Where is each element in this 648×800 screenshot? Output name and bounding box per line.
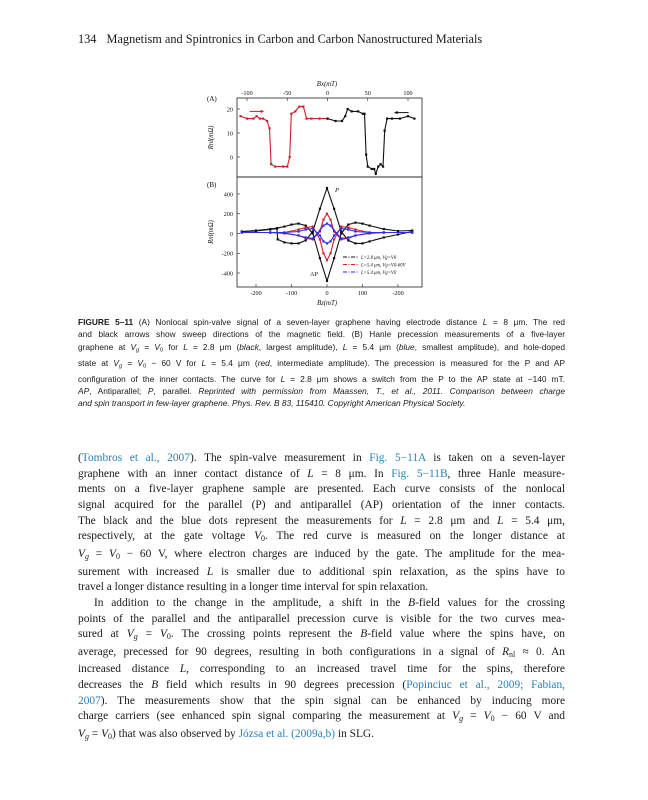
data-point xyxy=(369,224,371,226)
series-line-red xyxy=(241,107,328,167)
legend-label: L=5.4 μm, Vg=V0-60V xyxy=(361,263,406,269)
text-run: B xyxy=(408,596,416,609)
data-point xyxy=(277,238,279,240)
text-run: V xyxy=(108,547,116,560)
body-line xyxy=(78,709,565,727)
data-point xyxy=(329,252,331,254)
data-point xyxy=(283,241,285,243)
data-point xyxy=(326,280,328,282)
data-point xyxy=(256,115,258,117)
text-run: B xyxy=(360,628,368,641)
body-line xyxy=(78,529,565,547)
data-point xyxy=(341,120,343,122)
body-line xyxy=(78,727,565,745)
data-point xyxy=(312,237,314,239)
data-point xyxy=(326,242,328,244)
text-run: , intermediate amplitude). The precession is measured for the P and AP xyxy=(269,357,566,368)
text-run: V xyxy=(137,357,143,368)
x-axis-label: Bz(mT) xyxy=(316,300,338,307)
data-point xyxy=(262,118,264,120)
text-run: = xyxy=(139,341,155,352)
series-line-blue xyxy=(242,224,412,239)
text-run: 0 xyxy=(159,347,164,354)
data-point xyxy=(334,120,336,122)
x-tick-label: -50 xyxy=(283,90,292,97)
text-run: = 5.4 μm ( xyxy=(206,357,258,368)
caption-line xyxy=(78,341,565,357)
text-run: signal acquired for the parallel (P) and antiparallel (AP) orientation of the inner contacts. xyxy=(78,498,565,511)
text-run: = 2.8 μm and xyxy=(406,514,498,527)
data-point xyxy=(322,224,324,226)
x-tick-label: 0 xyxy=(325,90,330,97)
text-run: = 2.8 μm ( xyxy=(187,341,240,352)
data-point xyxy=(333,234,335,236)
text-run: = 5.4 μm ( xyxy=(347,341,399,352)
data-point xyxy=(347,224,349,226)
text-run: black xyxy=(239,341,259,352)
text-run: V xyxy=(254,530,262,543)
body-line xyxy=(78,580,565,596)
data-point xyxy=(274,166,276,168)
text-run: in SLG. xyxy=(335,728,374,741)
text-run: charge carriers (see enhanced spin signal comparing the measurement at xyxy=(78,710,453,723)
data-point xyxy=(268,127,270,129)
y-axis-label: Rnl(mΩ) xyxy=(208,220,215,244)
running-title: Magnetism and Spintronics in Carbon and Carbon Nanostructured Materials xyxy=(106,32,483,46)
text-run: B xyxy=(151,679,159,692)
data-point xyxy=(383,228,385,230)
data-point xyxy=(252,118,254,120)
body-line xyxy=(78,467,565,483)
text-run: V xyxy=(126,628,134,641)
data-point xyxy=(241,231,243,233)
data-point xyxy=(382,166,384,168)
text-run: respectively, at the gate voltage xyxy=(78,530,255,543)
data-point xyxy=(329,240,331,242)
data-point xyxy=(354,230,356,232)
text-run: , Antiparallel; xyxy=(89,385,148,396)
y-tick-label: 0 xyxy=(229,154,233,162)
data-point xyxy=(269,228,271,230)
body-line xyxy=(78,565,565,581)
text-run: R xyxy=(502,645,510,658)
data-point xyxy=(383,236,385,238)
x-tick-label: -100 xyxy=(285,290,298,297)
caption-line xyxy=(78,385,565,397)
data-point xyxy=(333,238,335,240)
data-point xyxy=(386,118,388,120)
citation-link[interactable]: Tombros et al., 2007 xyxy=(81,452,190,464)
data-point xyxy=(318,118,320,120)
text-run: V xyxy=(78,547,85,560)
text-run: = 5.4 μm, xyxy=(503,514,565,527)
text-run: = 2.8 μm shows a switch from the P to the AP state at −140 mT. xyxy=(285,373,565,384)
text-run: travel a longer distance resulting in a longer time interval for spin relaxation. xyxy=(78,581,429,594)
series-line-black xyxy=(328,109,415,174)
legend-label: L=2.8 μm, Vg=V0 xyxy=(361,255,397,261)
data-point xyxy=(319,238,321,240)
x-axis-label: Bx(mT) xyxy=(316,81,338,88)
text-run: g xyxy=(133,632,138,642)
data-point xyxy=(298,234,300,236)
arrowhead-icon xyxy=(261,110,264,114)
data-point xyxy=(384,130,386,132)
data-point xyxy=(319,257,321,259)
text-run: = 8 μm. The red xyxy=(487,317,566,327)
text-run: ( xyxy=(78,452,82,464)
body-line xyxy=(78,662,565,678)
body-line xyxy=(78,498,565,514)
text-run: = xyxy=(463,710,484,723)
caption-line xyxy=(78,397,565,409)
data-point xyxy=(326,187,328,189)
data-point xyxy=(369,240,371,242)
panel-label: (A) xyxy=(207,95,217,103)
text-run: (A) Nonlocal spin-valve signal of a seven-layer graphene having electrode distance xyxy=(133,317,483,327)
text-run: V xyxy=(159,628,167,641)
body-line xyxy=(78,547,565,565)
y-tick-label: 0 xyxy=(229,230,233,238)
data-point xyxy=(259,118,261,120)
x-tick-label: -200 xyxy=(392,290,404,297)
text-run: FIGURE 5–11 xyxy=(78,317,134,327)
text-run: = xyxy=(88,547,109,560)
data-point xyxy=(333,257,335,259)
text-run: ). The spin-valve measurement in xyxy=(189,452,370,464)
data-point xyxy=(305,228,307,230)
text-run: V xyxy=(452,710,460,723)
y-tick-label: 400 xyxy=(223,191,233,199)
text-run: V xyxy=(113,357,119,368)
data-point xyxy=(312,225,314,227)
data-point xyxy=(411,231,413,233)
text-run: L xyxy=(482,317,488,327)
x-tick-label: 100 xyxy=(357,290,368,297)
text-run: 0 xyxy=(115,551,120,561)
page-number: 134 xyxy=(78,32,97,46)
data-point xyxy=(413,118,415,120)
x-tick-label: 100 xyxy=(403,90,413,97)
text-run: ≈ 0. An xyxy=(515,645,565,658)
text-run: ) that was also observed by xyxy=(112,728,239,741)
caption-line xyxy=(78,328,565,340)
annotation-ap: AP xyxy=(310,272,318,278)
text-run: 0 xyxy=(142,363,147,370)
text-run: − 60 V for xyxy=(146,357,202,368)
text-run: g xyxy=(84,732,89,742)
data-point xyxy=(367,166,369,168)
data-point xyxy=(397,230,399,232)
data-point xyxy=(340,225,342,227)
data-point xyxy=(329,219,331,221)
text-run: = xyxy=(88,728,102,741)
citation-link[interactable]: Fig. 5−11A xyxy=(369,452,426,464)
y-tick-label: 20 xyxy=(226,106,233,114)
data-point xyxy=(340,227,342,229)
data-point xyxy=(290,113,292,115)
body-line xyxy=(78,694,565,710)
text-run: L xyxy=(280,373,286,384)
data-point xyxy=(246,118,248,120)
citation-link[interactable]: Fig. 5−11B xyxy=(391,467,448,480)
data-point xyxy=(361,242,363,244)
data-point xyxy=(340,237,342,239)
data-point xyxy=(326,223,328,225)
text-run: L xyxy=(400,514,407,527)
data-point xyxy=(305,224,307,226)
body-line xyxy=(78,514,565,530)
text-run: AP xyxy=(78,385,90,396)
text-run: . The red curve is measured on the longer distance at xyxy=(265,530,565,543)
text-run: field which results in 90 degrees precession ( xyxy=(158,679,407,692)
data-point xyxy=(371,168,373,170)
data-point xyxy=(322,252,324,254)
text-run: − 60 V and xyxy=(494,710,565,723)
y-axis-label: Rnl(mΩ) xyxy=(208,125,215,150)
text-run: g xyxy=(459,714,464,724)
body-line xyxy=(78,596,565,612)
text-run: , parallel. xyxy=(153,385,199,396)
data-point xyxy=(305,226,307,228)
text-run: P xyxy=(147,385,154,396)
data-point xyxy=(319,229,321,231)
text-run: The black and the blue dots represent the measurements for xyxy=(78,514,401,527)
text-run: L xyxy=(183,341,188,352)
text-run: graphene at xyxy=(78,341,131,352)
text-run: L xyxy=(206,565,214,578)
text-run: 0 xyxy=(261,534,266,544)
series-line-black xyxy=(242,188,412,243)
text-run: and spin transport in few-layer graphene. Phys. Rev. B 83, 115410. Copyright American Physical Society. xyxy=(78,398,466,409)
text-run: points of the parallel and the antiparallel precession curve is visible for the two curves mea- xyxy=(78,612,565,625)
data-point xyxy=(298,230,300,232)
data-point xyxy=(255,229,257,231)
caption-line xyxy=(78,316,565,328)
data-point xyxy=(239,115,241,117)
arrowhead-icon xyxy=(395,111,398,115)
data-point xyxy=(357,110,359,112)
text-run: g xyxy=(136,347,140,354)
text-run: = 8 μm. In xyxy=(313,467,392,480)
data-point xyxy=(361,223,363,225)
text-run: nl xyxy=(509,649,516,659)
text-run: L xyxy=(342,341,348,352)
text-run: graphene with an inner contact distance of xyxy=(78,467,308,480)
data-point xyxy=(354,234,356,236)
data-point xyxy=(289,156,291,158)
figure-5-11 xyxy=(0,0,648,312)
data-point xyxy=(322,219,324,221)
text-run: average, precessed for 90 degrees, resulting in both configurations in a signal of xyxy=(78,645,503,658)
text-run: is smaller due to additional spin relaxation, as the spins have to xyxy=(213,565,565,578)
data-point xyxy=(270,163,272,165)
text-run: L xyxy=(201,357,207,368)
data-point xyxy=(298,106,300,108)
text-run: , smallest amplitude), and hole-doped xyxy=(414,341,565,352)
text-run: 0 xyxy=(108,732,113,742)
text-run: , largest amplitude), xyxy=(258,341,343,352)
text-run: and black arrows show sweep directions of the magnetic field. (B) Hanle precession measurements of a five-layer xyxy=(78,329,565,340)
data-point xyxy=(383,231,385,233)
data-point xyxy=(283,225,285,227)
data-point xyxy=(377,166,379,168)
text-run: ments on a five-layer graphene sample are presented. Each curve consists of the nonlocal xyxy=(78,483,565,496)
data-point xyxy=(391,118,393,120)
data-point xyxy=(305,118,307,120)
y-tick-label: 10 xyxy=(226,130,233,138)
data-point xyxy=(363,113,365,115)
data-point xyxy=(354,222,356,224)
text-run: 0 xyxy=(166,632,171,642)
data-point xyxy=(347,239,349,241)
x-tick-label: 50 xyxy=(364,90,371,97)
text-run: In addition to the change in the amplitude, a shift in the xyxy=(94,596,409,609)
data-point xyxy=(407,115,409,117)
data-point xyxy=(326,213,328,215)
y-tick-label: 200 xyxy=(223,211,233,219)
data-point xyxy=(305,236,307,238)
data-point xyxy=(269,231,271,233)
data-point xyxy=(375,173,377,175)
citation-link[interactable]: 2007 xyxy=(78,694,101,707)
text-run: g xyxy=(118,363,123,370)
data-point xyxy=(326,259,328,261)
text-run: . The crossing points represent the xyxy=(170,628,361,641)
citation-link[interactable]: Popinciuc et al., 2009; Fabian, xyxy=(406,679,565,692)
data-point xyxy=(319,208,321,210)
data-point xyxy=(399,118,401,120)
data-point xyxy=(266,120,268,122)
data-point xyxy=(380,163,382,165)
text-run: decreases the xyxy=(78,679,152,692)
data-point xyxy=(282,166,284,168)
text-run: g xyxy=(84,551,89,561)
data-point xyxy=(290,242,292,244)
text-run: , corresponding to an increased travel time for the spins, therefore xyxy=(186,663,565,676)
data-point xyxy=(312,232,314,234)
data-point xyxy=(294,110,296,112)
data-point xyxy=(354,242,356,244)
text-run: increased distance xyxy=(78,663,180,676)
data-point xyxy=(283,231,285,233)
body-line xyxy=(78,482,565,498)
figure-caption xyxy=(78,316,565,410)
text-run: state at xyxy=(78,357,114,368)
data-point xyxy=(354,228,356,230)
annotation-p: P xyxy=(335,187,339,194)
text-run: = xyxy=(137,628,160,641)
text-run: L xyxy=(179,663,187,676)
data-point xyxy=(312,227,314,229)
body-line xyxy=(78,678,565,694)
data-point xyxy=(326,118,328,120)
data-point xyxy=(310,118,312,120)
text-run: red xyxy=(257,357,270,368)
series-line-blue xyxy=(242,229,412,244)
text-run: L xyxy=(307,467,314,480)
data-point xyxy=(298,228,300,230)
caption-line xyxy=(78,357,565,373)
data-point xyxy=(329,224,331,226)
data-point xyxy=(302,106,304,108)
text-run: -field values for the crossing xyxy=(415,596,565,609)
data-point xyxy=(347,108,349,110)
data-point xyxy=(347,236,349,238)
data-point xyxy=(347,226,349,228)
y-tick-label: -400 xyxy=(221,270,233,278)
text-run: V xyxy=(154,341,160,352)
legend-label: L=5.4 μm, Vg=V0 xyxy=(361,270,397,276)
data-point xyxy=(276,227,278,229)
text-run: , three Hanle measure- xyxy=(447,467,565,480)
text-run: 0 xyxy=(490,714,495,724)
text-run: blue xyxy=(398,341,415,352)
text-run: ). The measurements show that the spin signal can be enhanced by inducing more xyxy=(100,694,565,707)
plot-frame-a xyxy=(237,98,422,177)
y-tick-label: -200 xyxy=(221,250,233,258)
citation-link[interactable]: Józsa et al. (2009a,b) xyxy=(238,728,336,741)
data-point xyxy=(397,233,399,235)
data-point xyxy=(340,232,342,234)
text-run: for xyxy=(163,341,184,352)
text-run: L xyxy=(497,514,504,527)
caption-line xyxy=(78,373,565,385)
data-point xyxy=(322,240,324,242)
data-point xyxy=(319,234,321,236)
x-tick-label: -100 xyxy=(241,90,253,97)
data-point xyxy=(333,208,335,210)
body-line xyxy=(78,612,565,628)
data-point xyxy=(286,166,288,168)
data-point xyxy=(344,115,346,117)
data-point xyxy=(373,168,375,170)
data-point xyxy=(298,223,300,225)
text-run: sured at xyxy=(78,628,127,641)
text-run: configuration of the inner contacts. The curve for xyxy=(78,373,281,384)
data-point xyxy=(298,242,300,244)
text-run: V xyxy=(483,710,491,723)
data-point xyxy=(411,229,413,231)
text-run: V xyxy=(130,341,137,352)
text-run: V xyxy=(78,728,85,741)
text-run: is taken on a seven-layer xyxy=(425,452,565,464)
data-point xyxy=(351,110,353,112)
x-tick-label: 0 xyxy=(325,290,329,297)
data-point xyxy=(365,154,367,156)
text-run: -field value where the spins have, on xyxy=(367,628,565,641)
body-line xyxy=(78,627,565,645)
data-point xyxy=(290,224,292,226)
x-tick-label: -200 xyxy=(250,290,262,297)
panel-label: (B) xyxy=(207,181,217,189)
text-run: surement with increased xyxy=(78,565,207,578)
text-run: V xyxy=(101,728,109,741)
body-text xyxy=(78,451,565,745)
text-run: − 60 V, where electron charges are induced by the gate. The amplitude for the mea- xyxy=(119,547,565,560)
text-run: = xyxy=(122,357,138,368)
body-line xyxy=(78,645,565,663)
data-point xyxy=(333,229,335,231)
body-line xyxy=(78,451,565,467)
data-point xyxy=(347,228,349,230)
series-line-red xyxy=(242,214,412,240)
data-point xyxy=(305,239,307,241)
data-point xyxy=(369,231,371,233)
text-run: Reprinted with permission from Maassen, T., et al., 2011. Comparison between charge xyxy=(198,385,565,396)
